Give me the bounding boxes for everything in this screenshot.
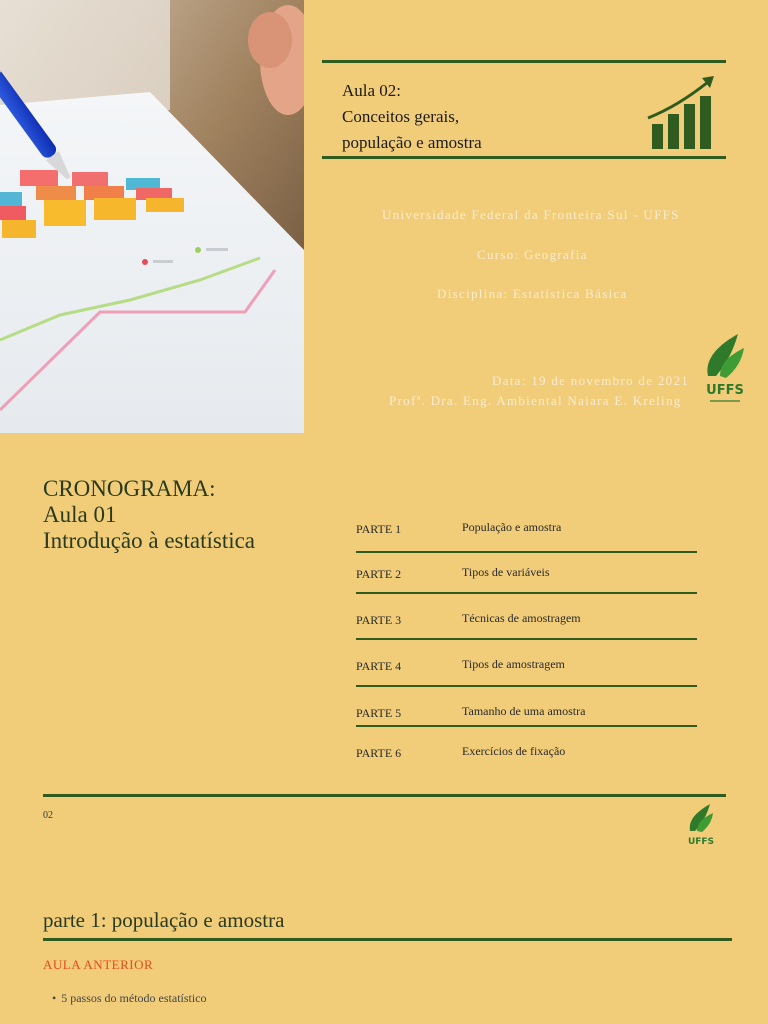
professor-name: Profª. Dra. Eng. Ambiental Naiara E. Kreling	[389, 393, 682, 408]
part-number: PARTE 1	[356, 522, 402, 536]
cover-photo	[0, 0, 304, 433]
uffs-logo	[698, 332, 752, 410]
university-name: Universidade Federal da Fronteira Sul - UFFS	[382, 207, 680, 222]
schedule-divider	[356, 592, 697, 594]
part-number: PARTE 4	[356, 659, 402, 673]
course-name: Curso: Geografia	[477, 247, 588, 262]
part-number: PARTE 5	[356, 706, 402, 720]
part-name: Exercícios de fixação	[462, 744, 566, 758]
section-rule	[43, 938, 732, 941]
section-heading: parte 1: população e amostra	[43, 908, 285, 932]
lesson-title-line2: população e amostra	[342, 133, 482, 152]
uffs-logo-text: UFFS	[706, 383, 744, 398]
lesson-title-line1: Conceitos gerais,	[342, 107, 460, 126]
bullet-icon: •	[52, 991, 57, 1005]
header-bottom-rule	[322, 156, 726, 159]
schedule-row-6	[356, 746, 698, 766]
lesson-number: Aula 02:	[342, 81, 402, 100]
footer-rule	[43, 794, 726, 797]
lesson-title	[342, 78, 482, 156]
schedule-row-4	[356, 659, 698, 679]
date-text: Data: 19 de novembro de 2021	[492, 373, 690, 388]
cronograma-block	[43, 476, 255, 554]
part-number: PARTE 6	[356, 746, 402, 760]
part-name: Tipos de amostragem	[462, 657, 565, 671]
schedule-row-3	[356, 613, 698, 633]
list-item	[52, 991, 207, 1006]
schedule-divider	[356, 638, 697, 640]
uffs-logo-small	[684, 803, 718, 853]
list-item-text: 5 passos do método estatístico	[61, 991, 207, 1005]
part-name: Técnicas de amostragem	[462, 611, 581, 625]
header-top-rule	[322, 60, 726, 63]
part-number: PARTE 3	[356, 613, 402, 627]
schedule-divider	[356, 551, 697, 553]
schedule-divider	[356, 685, 697, 687]
schedule-divider	[356, 725, 697, 727]
part-name: Tipos de variáveis	[462, 565, 550, 579]
part-name: Tamanho de uma amostra	[462, 704, 586, 718]
growth-chart-icon	[644, 74, 720, 152]
previous-class-label: AULA ANTERIOR	[43, 957, 154, 972]
previous-topic: Introdução à estatística	[43, 528, 256, 553]
schedule-row-5	[356, 706, 698, 726]
uffs-logo-small-text: UFFS	[687, 837, 715, 847]
previous-lesson: Aula 01	[43, 502, 117, 527]
schedule-row-1	[356, 522, 698, 542]
cronograma-heading: CRONOGRAMA:	[43, 476, 216, 501]
schedule-row-2	[356, 567, 698, 587]
discipline-name: Disciplina: Estatística Básica	[437, 286, 628, 301]
part-name: População e amostra	[462, 520, 562, 534]
page-number: 02	[43, 810, 53, 821]
part-number: PARTE 2	[356, 567, 402, 581]
